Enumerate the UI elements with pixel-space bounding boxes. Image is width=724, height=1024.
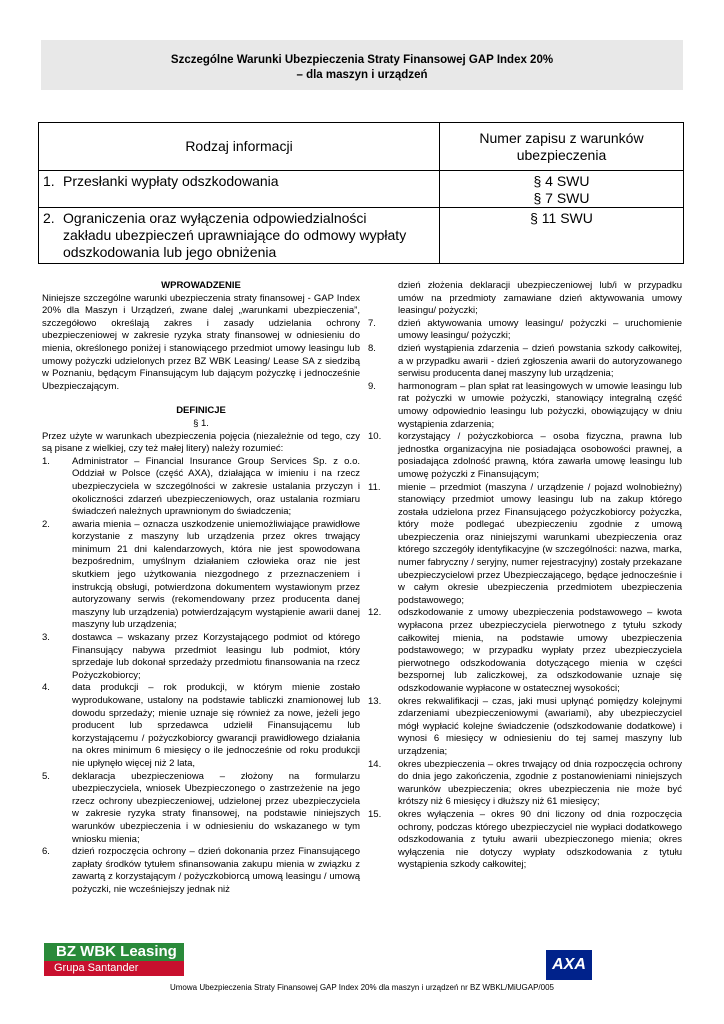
information-table	[38, 122, 684, 264]
bz-logo-title: BZ WBK Leasing	[44, 943, 184, 961]
list-item: 15. okres wyłączenia – okres 90 dni liczony od dnia rozpoczęcia ochrony, podczas którego ubezpieczyciel nie wypłaci dodatkowego odszkodowania z tytułu awarii ubezpieczonego mienia; okres wyłączenia nie dotyczy wypłaty odszkodowania z tytułu wystąpienia szkody całkowitej;	[368, 808, 682, 871]
row-text: Ograniczenia oraz wyłączenia odpowiedzialności zakładu ubezpieczeń uprawniające do odmowy wypłaty odszkodowania lub jego obniżenia	[63, 210, 407, 260]
list-item: 4. data produkcji – rok produkcji, w którym mienie zostało wyprodukowane, ustalony na podstawie tabliczki znamionowej lub dowodu sprzedaży; mienie uznaje się również za nowe, jeżeli jego producent lub sprzedawca udzielił Finansującemu lub korzystającemu / pożyczkobiorcy gwarancji prawidłowego działania na okres minimum 6 miesięcy o ile jednocześnie od roku produkcji nie upłynęło więcej niż 2 lata,	[42, 682, 360, 769]
list-item: 8. dzień wystąpienia zdarzenia – dzień powstania szkody całkowitej, a w przypadku awarii - dzień zgłoszenia awarii do autoryzowanego serwisu producenta danej maszyny lub urządzenia;	[368, 342, 682, 380]
row-ref: § 7 SWU	[533, 190, 590, 206]
list-item: 12. odszkodowanie z umowy ubezpieczenia podstawowego – kwota wypłacona przez ubezpieczyciela pierwotnego z tytułu szkody całkowitej mienia, na podstawie umowy ubezpieczenia podstawowego; w przypadku wypłaty przez ubezpieczyciela pierwotnego odszkodowania dotyczącego mienia w części bezspornej lub zaliczkowej, za odszkodowanie uznaje się odszkodowanie wypłacone w ostatecznej wysokości;	[368, 607, 682, 694]
definitions-heading: DEFINICJE	[176, 405, 226, 417]
col1-header: Rodzaj informacji	[39, 123, 440, 171]
left-column	[42, 280, 360, 897]
santander-logo-text: Grupa Santander	[44, 961, 184, 976]
list-item: 2. awaria mienia – oznacza uszkodzenie uniemożliwiające prawidłowe korzystanie z maszyny lub urządzenia przez okres trwający minimum 21 dni kalendarzowych, która nie jest spowodowana bezpośrednim, umyślnym działaniem człowieka oraz nie jest skutkiem jego użytkowania niezgodnego z przeznaczeniem i instrukcją obsługi, potwierdzona dokumentem wystawionym przez autoryzowany serwis (rekomendowany przez producenta danej maszyny lub urządzenia) potwierdzającym wystąpienie awarii danej maszyny lub urządzenia;	[42, 518, 360, 631]
list-item: 5. deklaracja ubezpieczeniowa – złożony na formularzu ubezpieczyciela, wniosek Ubezpieczonego o zastrzeżenie na jego rzecz ochrony ubezpieczeniowej, udzielonej przez ubezpieczyciela w zakresie ryzyka straty finansowej, na podstawie niniejszych warunków ubezpieczenia i w odniesieniu do wskazanego w tym wniosku mienia;	[42, 770, 360, 845]
table-row	[39, 208, 684, 264]
list-item-continuation: dzień złożenia deklaracji ubezpieczeniowej lub/i w przypadku umów na przedmioty zamawiane dzień aktywowania umowy leasingu/ pożyczki;	[398, 280, 682, 317]
list-item: 10. korzystający / pożyczkobiorca – osoba fizyczna, prawna lub jednostka organizacyjna nie posiadająca osobowości prawnej, a posiadająca zdolność prawną, która zawarła umowę leasingu lub umowę pożyczki z Finansującym;	[368, 431, 682, 480]
list-item: 9. harmonogram – plan spłat rat leasingowych w umowie leasingu lub rat pożyczki w umowie pożyczki, stanowiący integralną część umowy odpowiednio leasingu lub pożyczki, obowiązujący w dniu wystąpienia zdarzenia;	[368, 380, 682, 430]
document-header	[41, 40, 683, 90]
table-row	[39, 171, 684, 208]
row-number: 2.	[43, 210, 55, 226]
definitions-lead: Przez użyte w warunkach ubezpieczenia pojęcia (niezależnie od tego, czy są pisane z wielkiej, czy też małej litery) należy rozumieć:	[42, 430, 360, 455]
list-item: 6. dzień rozpoczęcia ochrony – dzień dokonania przez Finansującego zapłaty środków tytułem sfinansowania zakupu mienia w związku z zawartą z korzystającym / pożyczkobiorcą umową leasingu / umową pożyczki, nie wcześniejszy jednak niż	[42, 846, 360, 895]
right-column	[368, 280, 682, 872]
bz-wbk-leasing-logo	[44, 943, 184, 977]
row-ref: § 11 SWU	[530, 210, 593, 226]
intro-heading: WPROWADZENIE	[161, 280, 241, 291]
header-title: Szczególne Warunki Ubezpieczenia Straty Finansowej GAP Index 20%	[170, 54, 554, 66]
list-item: 11. mienie – przedmiot (maszyna / urządzenie / pojazd wolnobieżny) stanowiący przedmiot umowy leasingu lub na zakup którego została udzielona przez Finansującego pożyczkobiorcy pożyczka, który może podlegać ubezpieczeniu zgodnie z umową ubezpieczenia oraz niniejszymi warunkami ubezpieczenia oraz którego szczegóły identyfikacyjne (w szczególności: nazwa, marka, numer fabryczny / seryjny, numer rejestracyjny) zostały przekazane ubezpieczycielowi przez Ubezpieczającego, będące jednocześnie i w całym okresie ubezpieczenia przedmiotem ubezpieczenia podstawowego;	[368, 481, 682, 606]
section-number: § 1.	[193, 417, 209, 429]
col2-header: Numer zapisu z warunków ubezpieczenia	[440, 123, 684, 171]
row-number: 1.	[43, 173, 55, 189]
list-item: 13. okres rekwalifikacji – czas, jaki musi upłynąć pomiędzy kolejnymi zdarzeniami ubezpieczeniowymi (awariami), aby ubezpieczyciel mógł wypłacić kolejne świadczenie (odszkodowanie dodatkowe) i wynosi 6 miesięcy w odniesieniu do tej samej maszyny lub urządzenia;	[368, 695, 682, 757]
row-ref: § 4 SWU	[533, 173, 590, 189]
header-subtitle: – dla maszyn i urządzeń	[296, 69, 428, 81]
list-item: 3. dostawca – wskazany przez Korzystającego podmiot od którego Finansujący nabywa przedmiot leasingu lub podmiot, który sprzedaje lub dokonał sprzedaży przedmiotu finansowania na rzecz Pożyczkobiorcy;	[42, 632, 360, 681]
list-item: 1. Administrator – Financial Insurance Group Services Sp. z o.o. Oddział w Polsce (część AXA), działająca w imieniu i na rzecz ubezpieczyciela w szczególności w zakresie ustalania przyczyn i okoliczności zdarzeń ubezpieczeniowych, oraz ustalania rozmiaru świadczeń należnych uprawnionym do świadczenia;	[42, 455, 360, 518]
row-text: Przesłanki wypłaty odszkodowania	[63, 173, 279, 189]
table-header-row	[39, 123, 684, 171]
list-item: 7. dzień aktywowania umowy leasingu/ pożyczki – uruchomienie umowy leasingu/ pożyczki;	[368, 317, 682, 342]
axa-logo: AXA	[546, 950, 592, 980]
footer-text: Umowa Ubezpieczenia Straty Finansowej GAP Index 20% dla maszyn i urządzeń nr BZ WBKL/MiUGAP/005	[169, 983, 555, 992]
intro-text: Niniejsze szczególne warunki ubezpieczenia straty finansowej - GAP Index 20% dla Maszyn i Urządzeń, zwane dalej „warunkami ubezpieczenia”, szczegółowo określają zakres i zasady udzielania ochrony ubezpieczeniowej w zakresie ryzyka straty finansowej w odniesieniu do mienia, określonego poniżej i stanowiącego przedmiot umowy leasingu lub umowy pożyczki udzielonych przez BZ WBK Leasing/ Lease SA z siedzibą w Poznaniu, będącym Finansującym lub dającym pożyczkę i jednocześnie Ubezpieczającym.	[42, 292, 360, 392]
list-item: 14. okres ubezpieczenia – okres trwający od dnia rozpoczęcia ochrony do dnia jego zakończenia, zgodnie z postanowieniami niniejszych warunków ubezpieczenia; okres ubezpieczenia nie może być krótszy niż 6 miesięcy i dłuższy niż 61 miesięcy;	[368, 758, 682, 808]
